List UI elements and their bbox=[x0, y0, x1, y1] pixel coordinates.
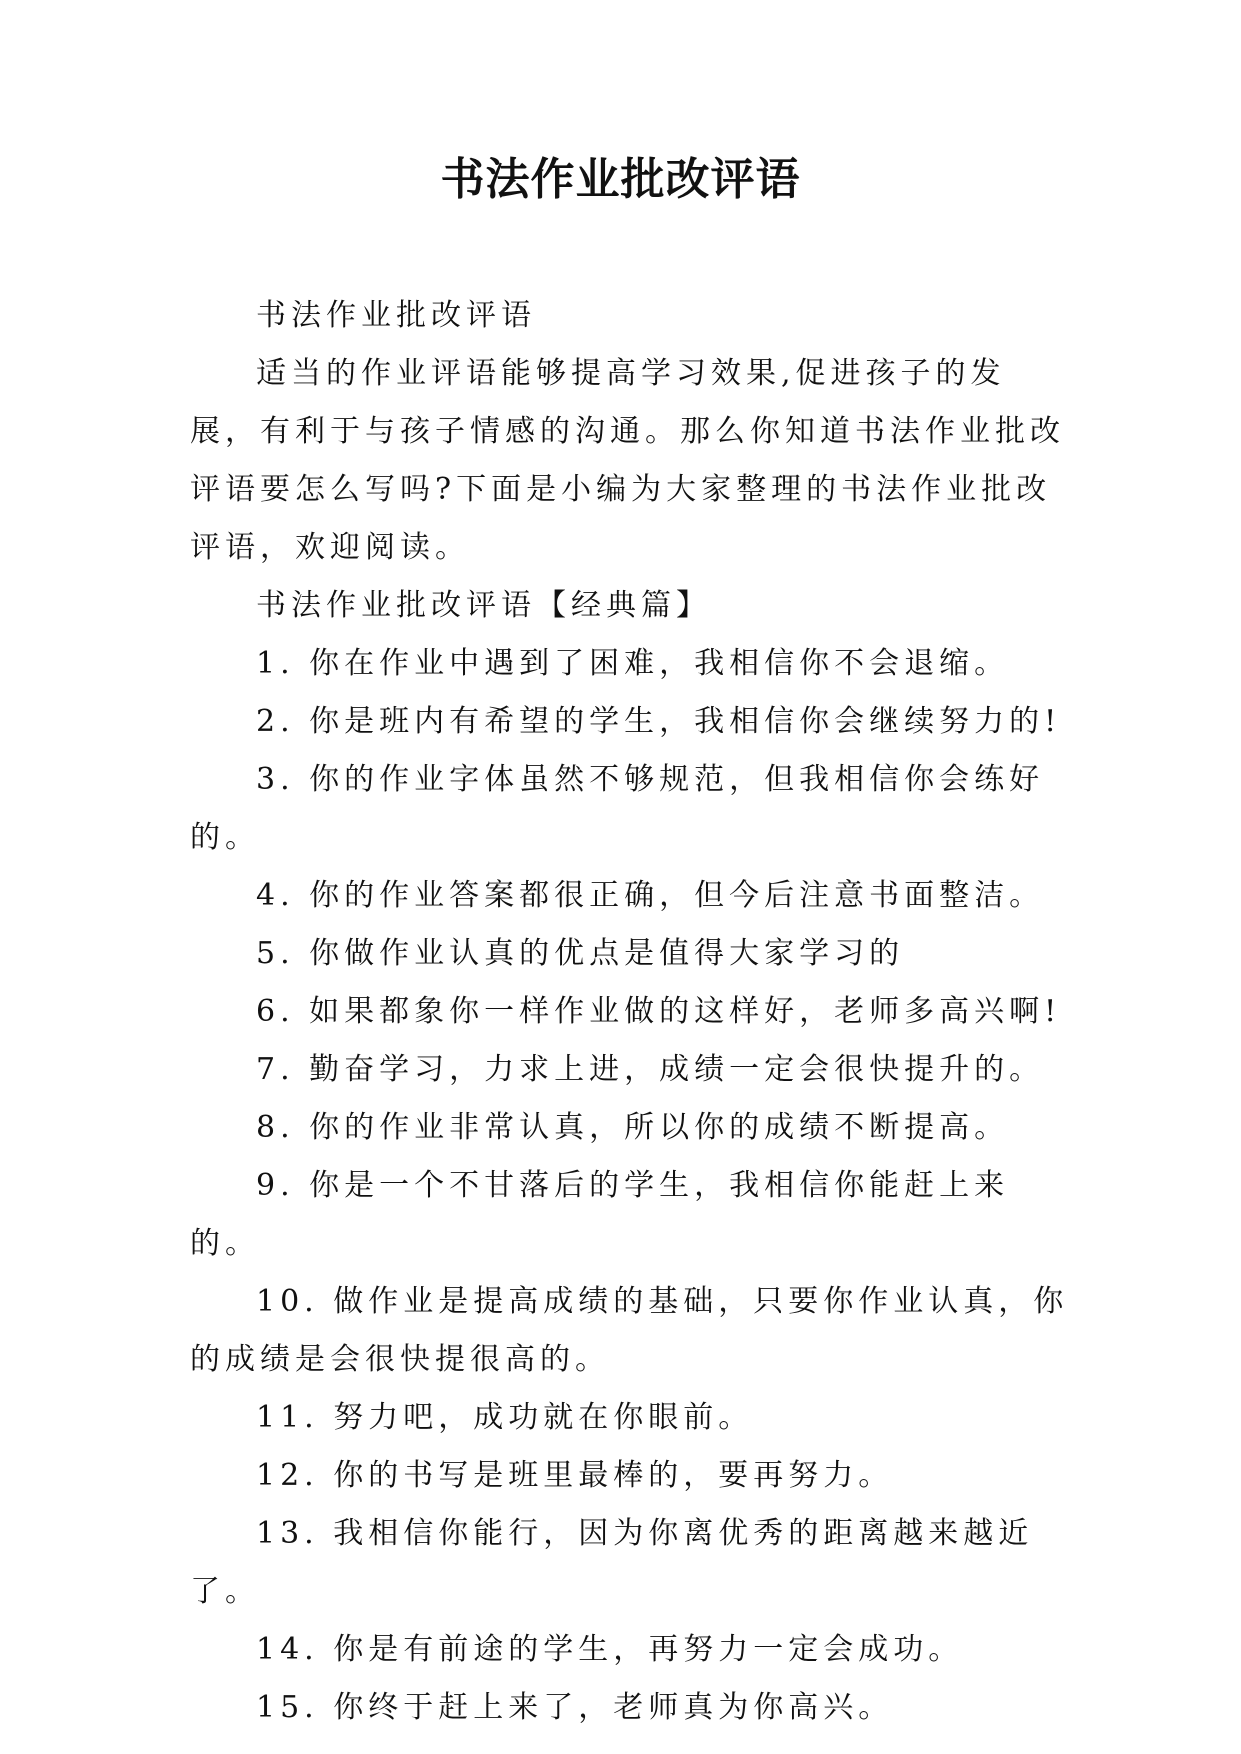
list-item: 10. 做作业是提高成绩的基础，只要你作业认真，你的成绩是会很快提很高的。 bbox=[190, 1284, 1069, 1377]
list-item: 7. 勤奋学习，力求上进，成绩一定会很快提升的。 bbox=[256, 1052, 1045, 1087]
document-title: 书法作业批改评语 bbox=[440, 154, 801, 205]
list-item: 14. 你是有前途的学生，再努力一定会成功。 bbox=[256, 1632, 964, 1667]
list-item: 2. 你是班内有希望的学生，我相信你会继续努力的! bbox=[256, 704, 1062, 739]
list-item: 5. 你做作业认真的优点是值得大家学习的 bbox=[256, 936, 905, 971]
list-item: 3. 你的作业字体虽然不够规范，但我相信你会练好的。 bbox=[190, 762, 1045, 855]
list-item: 12. 你的书写是班里最棒的，要再努力。 bbox=[256, 1458, 894, 1493]
list-item: 13. 我相信你能行，因为你离优秀的距离越来越近了。 bbox=[190, 1516, 1034, 1609]
section-heading: 书法作业批改评语【经典篇】 bbox=[256, 588, 711, 623]
intro-paragraph: 适当的作业评语能够提高学习效果,促进孩子的发展，有利于与孩子情感的沟通。那么你知道书法作业批改评语要怎么写吗?下面是小编为大家整理的书法作业批改评语，欢迎阅读。 bbox=[190, 356, 1065, 565]
document-subtitle: 书法作业批改评语 bbox=[256, 298, 536, 333]
list-item: 6. 如果都象你一样作业做的这样好，老师多高兴啊! bbox=[256, 994, 1062, 1029]
list-item: 1. 你在作业中遇到了困难，我相信你不会退缩。 bbox=[256, 646, 1010, 681]
list-item: 15. 你终于赶上来了，老师真为你高兴。 bbox=[256, 1690, 894, 1725]
list-item: 9. 你是一个不甘落后的学生，我相信你能赶上来的。 bbox=[190, 1168, 1010, 1261]
list-item: 4. 你的作业答案都很正确，但今后注意书面整洁。 bbox=[256, 878, 1045, 913]
list-item: 8. 你的作业非常认真，所以你的成绩不断提高。 bbox=[256, 1110, 1010, 1145]
document-body bbox=[190, 287, 1070, 1737]
list-item: 11. 努力吧，成功就在你眼前。 bbox=[256, 1400, 754, 1435]
